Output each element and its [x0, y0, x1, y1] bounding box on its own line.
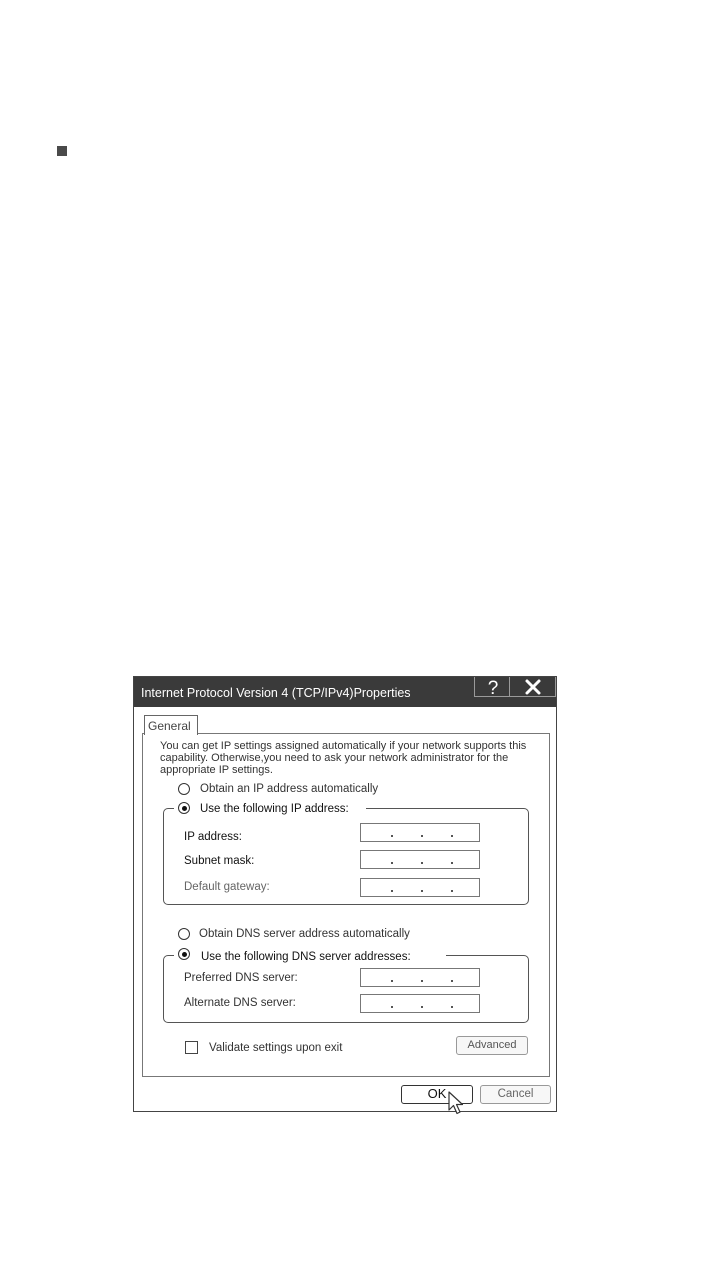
use-following-dns-radio[interactable] [178, 948, 190, 960]
default-gateway-field[interactable] [360, 878, 480, 897]
svg-text:?: ? [487, 678, 499, 697]
ip-address-label: IP address: [184, 831, 242, 843]
description-text: You can get IP settings assigned automatically if your network supports this capability. Otherwise,you need to ask your network administrator for the appropriate IP settings. [160, 740, 527, 776]
close-icon [510, 677, 556, 697]
close-button[interactable] [510, 677, 556, 697]
help-button[interactable] [474, 677, 510, 697]
preferred-dns-label: Preferred DNS server: [184, 972, 298, 984]
cancel-button[interactable]: Cancel [480, 1085, 551, 1104]
ok-button[interactable]: OK [401, 1085, 473, 1104]
ipv4-properties-dialog [133, 676, 557, 1112]
obtain-ip-auto-radio[interactable] [178, 783, 190, 795]
validate-label: Validate settings upon exit [209, 1042, 343, 1054]
obtain-ip-auto-label: Obtain an IP address automatically [200, 783, 379, 795]
help-icon [475, 677, 511, 697]
default-gateway-label: Default gateway: [184, 881, 270, 893]
use-following-dns-label: Use the following DNS server addresses: [201, 951, 411, 963]
use-following-ip-radio[interactable] [178, 802, 190, 814]
preferred-dns-field[interactable] [360, 968, 480, 987]
obtain-dns-auto-radio[interactable] [178, 928, 190, 940]
mouse-pointer-icon [447, 1090, 467, 1118]
tab-general[interactable]: General [144, 715, 198, 735]
title-bar [134, 677, 556, 707]
subnet-mask-label: Subnet mask: [184, 855, 255, 867]
alternate-dns-field[interactable] [360, 994, 480, 1013]
subnet-mask-field[interactable] [360, 850, 480, 869]
ip-address-field[interactable] [360, 823, 480, 842]
use-following-ip-label: Use the following IP address: [200, 803, 349, 815]
alternate-dns-label: Alternate DNS server: [184, 997, 296, 1009]
obtain-dns-auto-label: Obtain DNS server address automatically [199, 928, 410, 940]
advanced-button[interactable]: Advanced [456, 1036, 528, 1055]
validate-checkbox[interactable] [185, 1041, 198, 1054]
bullet-square-icon [57, 146, 67, 156]
dialog-title: Internet Protocol Version 4 (TCP/IPv4)Properties [141, 686, 411, 700]
